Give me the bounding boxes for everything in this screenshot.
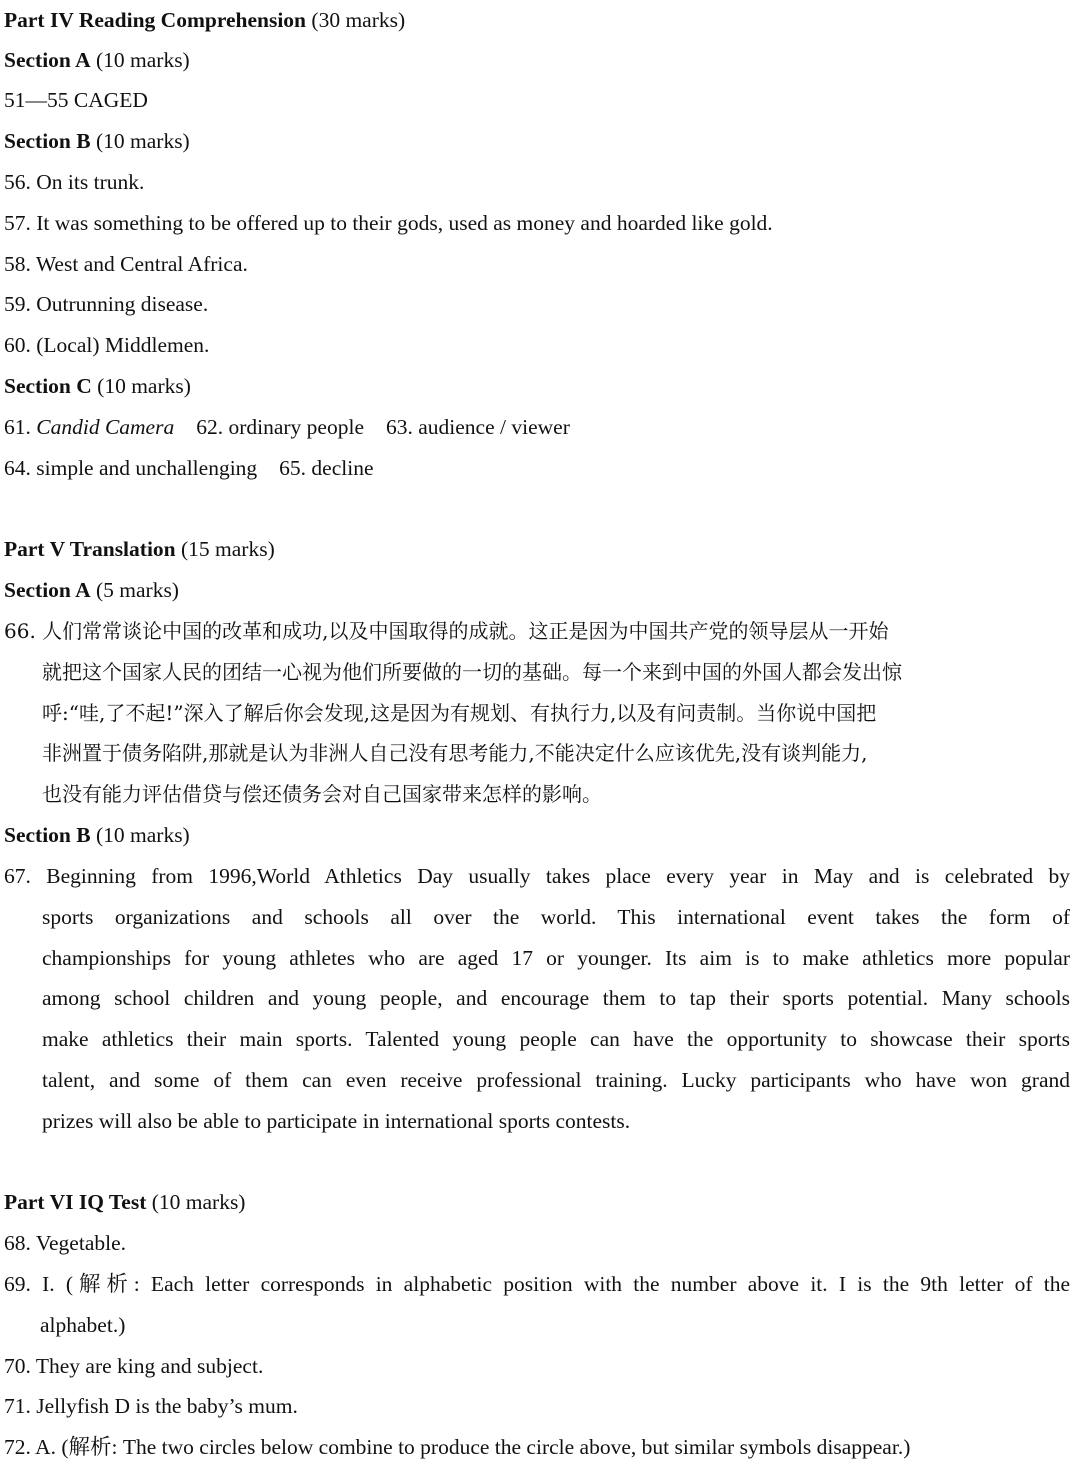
part4-secC-heading (4, 366, 191, 407)
answer-71: 71. Jellyfish D is the baby’s mum. (4, 1394, 298, 1418)
part5-title: Part V Translation (4, 537, 176, 561)
part6-marks: (10 marks) (151, 1190, 246, 1214)
section-title: Section C (4, 374, 92, 398)
translation-67-line: sports organizations and schools all over the world. This international event takes the form of (42, 905, 1070, 929)
translation-66-line: 非洲置于债务陷阱,那就是认为非洲人自己没有思考能力,不能决定什么应该优先,没有谈判能力, (42, 741, 868, 765)
answer-62: 62. ordinary people (196, 415, 364, 439)
answer-58: 58. West and Central Africa. (4, 252, 248, 276)
section-title: Section B (4, 823, 91, 847)
answer-70: 70. They are king and subject. (4, 1354, 264, 1378)
section-marks: (5 marks) (95, 578, 179, 602)
part5-secB-heading (4, 815, 190, 856)
part4-title: Part IV Reading Comprehension (4, 8, 307, 32)
part5-marks: (15 marks) (181, 537, 275, 561)
section-title: Section A (4, 48, 91, 72)
answer-68: 68. Vegetable. (4, 1231, 126, 1255)
answer-61-number: 61. (4, 415, 31, 439)
part5-heading (4, 529, 275, 570)
answer-61-text: Candid Camera (36, 415, 175, 439)
part5-secA-heading (4, 570, 179, 611)
translation-67-line: talent, and some of them can even receive professional training. Lucky participants who have won grand (42, 1068, 1070, 1092)
translation-66-line: 也没有能力评估借贷与偿还债务会对自己国家带来怎样的影响。 (42, 782, 602, 806)
translation-66-line: 呼:“哇,了不起!”深入了解后你会发现,这是因为有规划、有执行力,以及有问责制。当你说中国把 (42, 701, 877, 725)
translation-67-line: among school children and young people, and encourage them to tap their sports potential. Many schools (42, 986, 1070, 1010)
section-title: Section A (4, 578, 91, 602)
translation-67-line: make athletics their main sports. Talented young people can have the opportunity to showcase their sports (42, 1027, 1070, 1051)
translation-66-line: 就把这个国家人民的团结一心视为他们所要做的一切的基础。每一个来到中国的外国人都会发出惊 (42, 660, 902, 684)
answers-61-63 (4, 407, 570, 448)
answer-59: 59. Outrunning disease. (4, 292, 209, 316)
section-marks: (10 marks) (95, 823, 190, 847)
answer-64: 64. simple and unchallenging (4, 456, 258, 480)
answer-57: 57. It was something to be offered up to their gods, used as money and hoarded like gold. (4, 211, 773, 235)
answer-72: 72. A. (解析: The two circles below combine to produce the circle above, but similar symbols disappear.) (4, 1435, 911, 1459)
part6-title: Part VI IQ Test (4, 1190, 147, 1214)
answer-69: 69. I. (解析: Each letter corresponds in alphabetic position with the number above it. I is the 9th letter of the (4, 1272, 1070, 1296)
answers-64-65 (4, 448, 374, 489)
translation-67-line: prizes will also be able to participate in international sports contests. (42, 1109, 631, 1133)
section-marks: (10 marks) (97, 374, 191, 398)
part4-heading (4, 0, 405, 41)
section-marks: (10 marks) (95, 129, 190, 153)
part6-heading (4, 1182, 245, 1223)
answer-65: 65. decline (279, 456, 374, 480)
answer-69-continued: alphabet.) (40, 1313, 126, 1337)
translation-66-line: 66. 人们常常谈论中国的改革和成功,以及中国取得的成就。这正是因为中国共产党的领导层从一开始 (4, 619, 889, 643)
section-marks: (10 marks) (95, 48, 190, 72)
section-title: Section B (4, 129, 91, 153)
answer-56: 56. On its trunk. (4, 170, 145, 194)
translation-67-line: championships for young athletes who are aged 17 or younger. Its aim is to make athletics more popular (42, 946, 1070, 970)
answer-63: 63. audience / viewer (386, 415, 570, 439)
part4-secB-heading (4, 121, 190, 162)
answer-51-55: 51—55 CAGED (4, 88, 148, 112)
translation-67-line: 67. Beginning from 1996,World Athletics Day usually takes place every year in May and is celebrated by (4, 864, 1070, 888)
part4-marks: (30 marks) (311, 8, 406, 32)
part4-secA-heading (4, 40, 190, 81)
answer-60: 60. (Local) Middlemen. (4, 333, 210, 357)
